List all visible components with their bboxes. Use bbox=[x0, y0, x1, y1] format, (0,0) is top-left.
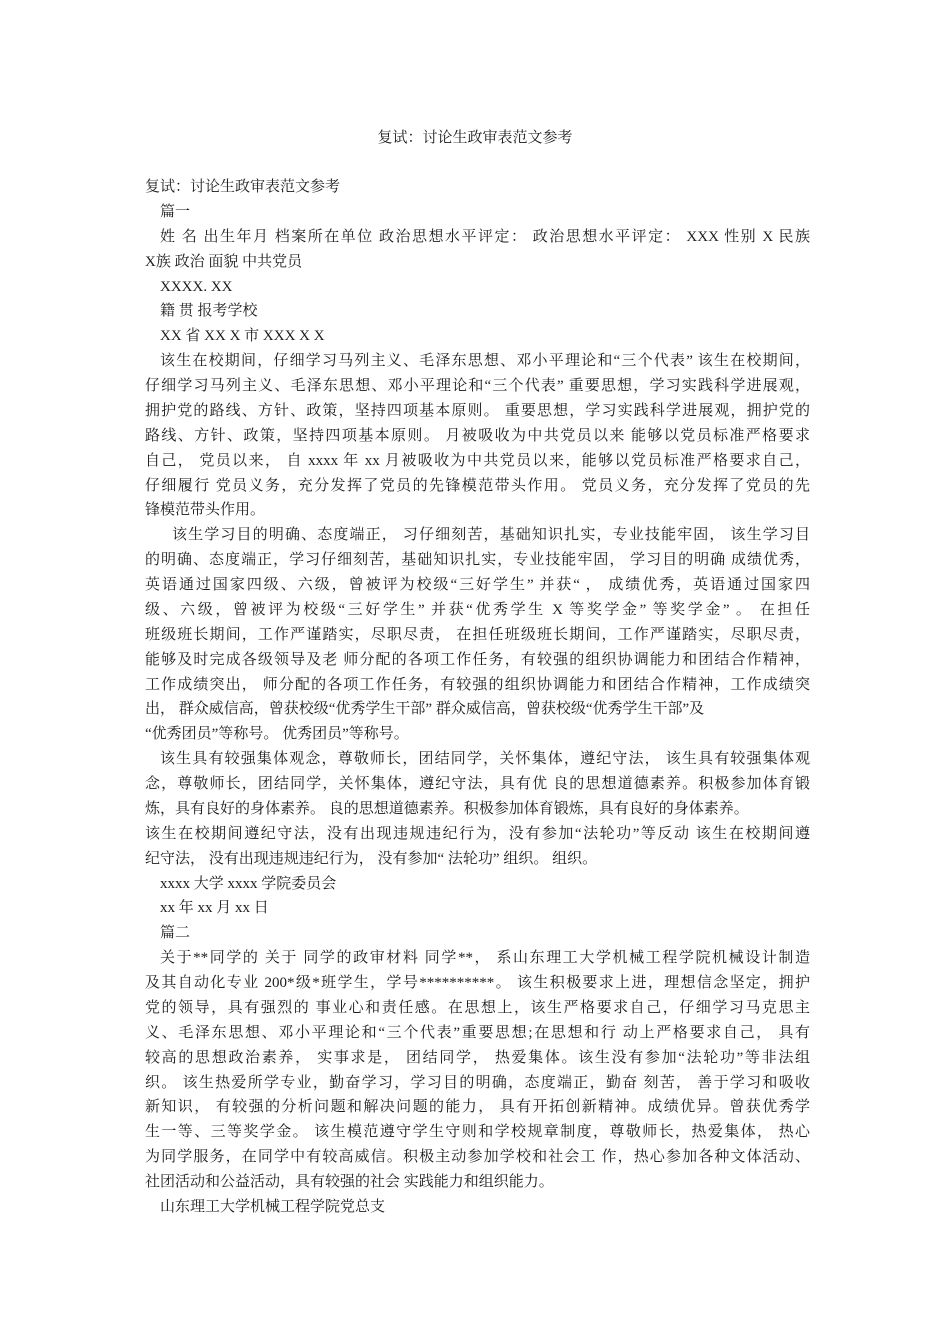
body-text-line: 新知识， 有较强的分析问题和解决问题的能力， 具有开拓创新精神。成绩优异。曾获优秀学 bbox=[145, 1099, 810, 1116]
body-text-line: “优秀团员”等称号。 优秀团员”等称号。 bbox=[145, 726, 409, 743]
body-text-line: 该生在校期间，仔细学习马列主义、毛泽东思想、邓小平理论和“三个代表” 该生在校期间， bbox=[160, 353, 810, 370]
body-text-line: 念，尊敬师长，团结同学，关怀集体，遵纪守法，具有优 良的思想道德素养。积极参加体育锻 bbox=[145, 776, 810, 792]
body-text-line: 纪守法， 没有出现违规违纪行为， 没有参加“ 法轮功” 组织。 组织。 bbox=[145, 850, 598, 867]
body-text-line: 籍 贯 报考学校 bbox=[160, 303, 258, 320]
body-text-line: 级、六级，曾被评为校级“三好学生” 并获“优秀学生 X 等奖学金” 等奖学金” 。 在担任 bbox=[145, 601, 810, 618]
body-text-line: 炼，具有良好的身体素养。 良的思想道德素养。积极参加体育锻炼，具有良好的身体素养。 bbox=[145, 800, 749, 817]
body-text-line: 姓 名 出生年月 档案所在单位 政治思想水平评定： 政治思想水平评定： XXX 性别 X 民族 bbox=[160, 228, 810, 245]
body-text-line: 关于**同学的 关于 同学的政审材料 同学**， 系山东理工大学机械工程学院机械设计制造 bbox=[160, 950, 810, 967]
document-body bbox=[145, 175, 810, 1220]
body-text-line: 拥护党的路线、方针、政策，坚持四项基本原则。 重要思想，学习实践科学进展观，拥护党的 bbox=[145, 402, 810, 419]
body-text-line: 该生在校期间遵纪守法，没有出现违规违纪行为，没有参加“法轮功”等反动 该生在校期间遵 bbox=[145, 825, 810, 842]
body-text-line: 该生具有较强集体观念，尊敬师长，团结同学，关怀集体，遵纪守法， 该生具有较强集体观 bbox=[160, 751, 810, 768]
body-text-line: 路线、方针、政策，坚持四项基本原则。 月被吸收为中共党员以来 能够以党员标准严格要求 bbox=[145, 427, 810, 444]
body-text-line: 自己， 党员以来， 自 xxxx 年 xx 月被吸收为中共党员以来，能够以党员标准严格要求自己， bbox=[145, 452, 810, 469]
body-text-line: 该生学习目的明确、态度端正， 习仔细刻苦，基础知识扎实，专业技能牢固， 该生学习目 bbox=[172, 527, 810, 544]
section-label-part2: 篇二 bbox=[160, 925, 191, 942]
body-text-line: X族 政治 面貌 中共党员 bbox=[145, 253, 303, 270]
body-text-line: 仔细履行 党员义务，充分发挥了党员的先锋模范带头作用。 党员义务，充分发挥了党员的先 bbox=[145, 477, 810, 494]
body-text-line: 班级班长期间，工作严谨踏实，尽职尽责， 在担任班级班长期间，工作严谨踏实，尽职尽责， bbox=[145, 626, 810, 643]
signature-organization: xxxx 大学 xxxx 学院委员会 bbox=[160, 875, 337, 892]
body-text-line: 能够及时完成各级领导及老 师分配的各项工作任务，有较强的组织协调能力和团结合作精神， bbox=[145, 651, 810, 668]
body-text-line: 织。 该生热爱所学专业，勤奋学习，学习目的明确，态度端正，勤奋 刻苦， 善于学习和吸收 bbox=[145, 1074, 810, 1091]
body-text-line: 为同学服务，在同学中有较高威信。积极主动参加学校和社会工 作，热心参加各种文体活动、 bbox=[145, 1149, 810, 1166]
document-title: 复试：讨论生政审表范文参考 bbox=[377, 130, 573, 146]
body-text-line: 生一等、三等奖学金。 该生模范遵守学生守则和学校规章制度，尊敬师长，热爱集体， 热心 bbox=[145, 1124, 810, 1141]
body-text-line: 出， 群众威信高，曾获校级“优秀学生干部” 群众威信高，曾获校级“优秀学生干部”及 bbox=[145, 701, 705, 718]
body-text-line: 英语通过国家四级、六级，曾被评为校级“三好学生” 并获“ ， 成绩优秀，英语通过国家四 bbox=[145, 577, 810, 593]
body-text-line: XX 省 XX X 市 XXX X X bbox=[160, 328, 325, 345]
body-text-line: 仔细学习马列主义、毛泽东思想、邓小平理论和“三个代表” 重要思想，学习实践科学进展观， bbox=[145, 378, 810, 394]
body-text-line: 义、毛泽东思想、邓小平理论和“三个代表”重要思想;在思想和行 动上严格要求自己， 具有 bbox=[145, 1024, 810, 1041]
signature-date: xx 年 xx 月 xx 日 bbox=[160, 900, 269, 917]
body-text-line: 社团活动和公益活动，具有较强的社会 实践能力和组织能力。 bbox=[145, 1174, 554, 1190]
body-text-line: 的明确、态度端正，学习仔细刻苦，基础知识扎实，专业技能牢固， 学习目的明确 成绩优秀， bbox=[145, 552, 810, 569]
signature-organization: 山东理工大学机械工程学院党总支 bbox=[160, 1198, 386, 1215]
body-heading: 复试：讨论生政审表范文参考 bbox=[145, 179, 341, 195]
body-text-line: 锋模范带头作用。 bbox=[145, 502, 266, 519]
body-text-line: 及其自动化专业 200*级*班学生，学号**********。 该生积极要求上进，理想信念坚定，拥护 bbox=[145, 975, 810, 991]
body-text-line: 党的领导，具有强烈的 事业心和责任感。在思想上，该生严格要求自己，仔细学习马克思主 bbox=[145, 999, 810, 1016]
body-text-line: 工作成绩突出， 师分配的各项工作任务，有较强的组织协调能力和团结合作精神，工作成绩突 bbox=[145, 676, 810, 693]
section-label-part1: 篇一 bbox=[160, 203, 191, 220]
body-text-line: 较高的思想政治素养， 实事求是， 团结同学， 热爱集体。该生没有参加“法轮功”等非法组 bbox=[145, 1049, 810, 1066]
body-text-line: XXXX. XX bbox=[160, 278, 233, 295]
